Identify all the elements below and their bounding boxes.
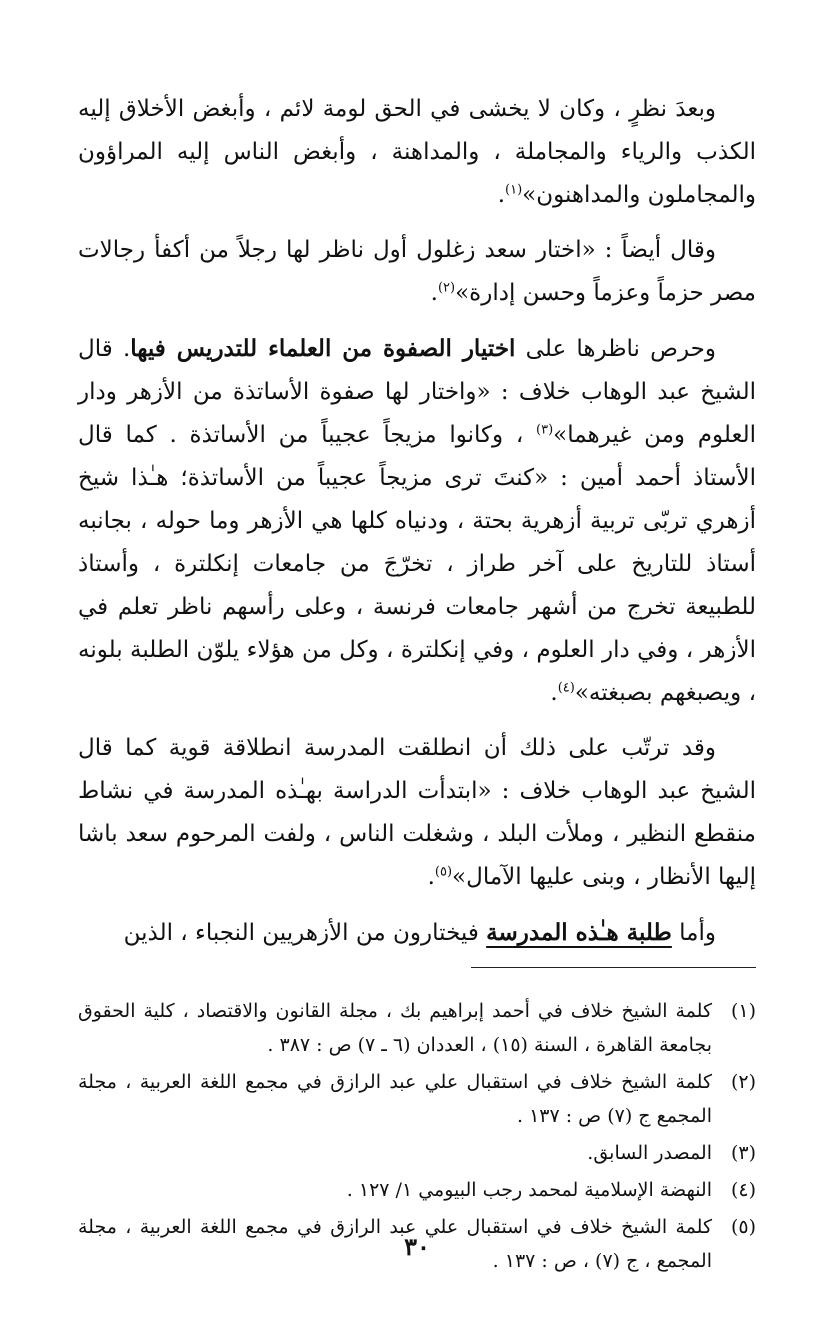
footnote-ref-2: (٢) <box>437 280 456 296</box>
footnote-ref-1: (١) <box>505 182 523 198</box>
paragraph-3-text-a: . قال الشيخ عبد الوهاب خلاف : «واختار لها صفوة الأساتذة من الأزهر ودار العلوم ومن غيرهما» <box>78 336 756 448</box>
footnote-text: كلمة الشيخ خلاف في أحمد إبراهيم بك ، مجلة القانون والاقتصاد ، كلية الحقوق بجامعة القاهرة ، السنة (١٥) ، العددان (٦ ـ ٧) ص : ٣٨٧ . <box>78 1000 712 1056</box>
footnote-number: (٥) <box>730 1216 756 1238</box>
footnote-item <box>78 1065 756 1133</box>
paragraph-2-end: . <box>430 280 438 306</box>
footnote-number: (٣) <box>730 1142 756 1164</box>
footnote-ref-5: (٥) <box>434 864 453 880</box>
paragraph-5-lead: وأما <box>671 920 716 946</box>
paragraph-1-end: . <box>497 182 505 208</box>
paragraph-1 <box>78 88 756 217</box>
footnote-item <box>78 994 756 1062</box>
paragraph-3-end: . <box>550 680 558 706</box>
footnote-number: (١) <box>730 1000 756 1022</box>
main-text <box>78 88 756 955</box>
footnote-divider <box>471 967 756 968</box>
footnote-item <box>78 1136 756 1170</box>
footnote-text: كلمة الشيخ خلاف في استقبال علي عبد الرازق في مجمع اللغة العربية ، مجلة المجمع ج (٧) ص : ١٣٧ . <box>78 1071 712 1127</box>
paragraph-1-text: وبعدَ نظرٍ ، وكان لا يخشى في الحق لومة لائم ، وأبغض الأخلاق إليه الكذب والرياء والمجاملة ، والمداهنة ، وأبغض الناس إليه المراؤون والمجاملون والمداهنون» <box>78 96 756 208</box>
paragraph-4 <box>78 727 756 899</box>
footnote-ref-3: (٣) <box>536 422 554 438</box>
paragraph-3-text-b: ، وكانوا مزيجاً عجيباً من الأساتذة . كما قال الأستاذ أحمد أمين : «كنتَ ترى مزيجاً عجيباً من الأساتذة؛ هـٰذا شيخ أزهري تربّى تربية أزهرية بحتة ، ودنياه كلها هي الأزهر وما حوله ، بجانبه أستاذ للتاريخ على آخر طراز ، تخرّجَ من جامعات إنكلترة ، وأستاذ للطبيعة تخرج من أشهر جامعات فرنسة ، وعلى رأسهم ناظر تعلم في الأزهر ، وفي دار العلوم ، وفي إنكلترة ، وكل من هؤلاء يلوّن الطلبة بلونه ، ويصبغهم بصبغته» <box>78 422 756 706</box>
footnote-text: النهضة الإسلامية لمحمد رجب البيومي ١/ ١٢٧ . <box>346 1179 712 1201</box>
footnote-text: كلمة الشيخ خلاف في استقبال علي عبد الرازق في مجمع اللغة العربية ، مجلة المجمع ، ج (٧) ، ص : ١٣٧ . <box>78 1216 712 1272</box>
paragraph-3-bold: اختيار الصفوة من العلماء للتدريس فيها <box>130 335 516 362</box>
paragraph-3-lead: وحرص ناظرها على <box>515 336 716 362</box>
paragraph-5 <box>78 911 756 955</box>
footnote-text: المصدر السابق. <box>587 1142 712 1164</box>
footnote-item <box>78 1173 756 1207</box>
page-number: ٣٠ <box>404 1232 430 1261</box>
paragraph-4-text: وقد ترتّب على ذلك أن انطلقت المدرسة انطلاقة قوية كما قال الشيخ عبد الوهاب خلاف : «ابتدأت الدراسة بهـٰذه المدرسة في نشاط منقطع النظير ، وملأت البلد ، وشغلت الناس ، ولفت المرحوم سعد باشا إليها الأنظار ، وبنى عليها الآمال» <box>78 735 756 890</box>
footnote-number: (٤) <box>730 1179 756 1201</box>
paragraph-2-text: وقال أيضاً : «اختار سعد زغلول أول ناظر لها رجلاً من أكفأ رجالات مصر حزماً وعزماً وحسن إدارة» <box>78 237 756 306</box>
paragraph-5-bold-underlined: طلبة هـٰذه المدرسة <box>486 919 672 946</box>
paragraph-2 <box>78 229 756 315</box>
paragraph-5-rest: فيختارون من الأزهريين النجباء ، الذين <box>123 920 487 946</box>
footnote-number: (٢) <box>730 1071 756 1093</box>
footnote-ref-4: (٤) <box>557 680 575 696</box>
paragraph-4-end: . <box>427 864 435 890</box>
paragraph-3 <box>78 327 756 715</box>
